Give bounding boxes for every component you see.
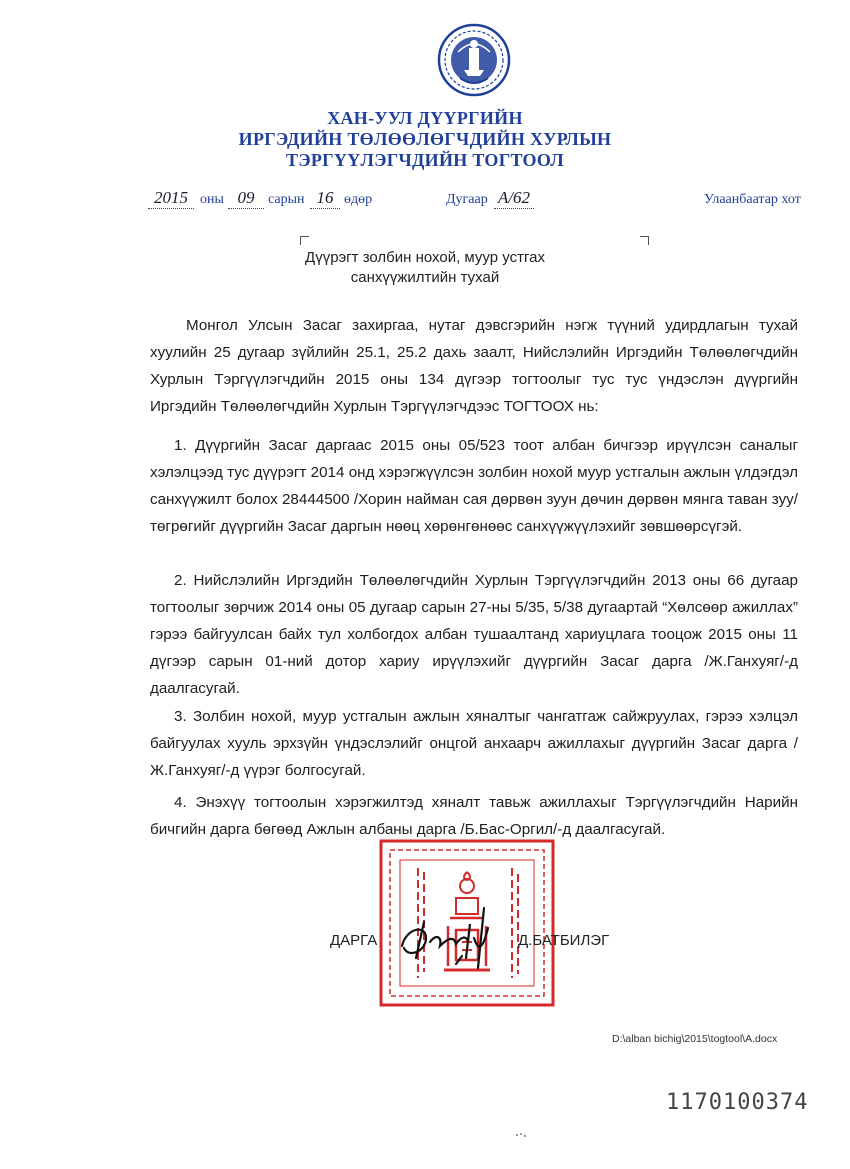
handwritten-signature bbox=[396, 898, 506, 974]
state-emblem-icon bbox=[436, 22, 512, 98]
resolution-item-4: 4. Энэхүү тогтоолын хэрэгжилтэд хяналт тавьж ажиллахыг Тэргүүлэгчдийн Нарийн бичгийн дарга бөгөөд Ажлын албаны дарга /Б.Бас-Оргил/-д даалгасугай. bbox=[150, 794, 798, 838]
signatory-name: Д.БАТБИЛЭГ bbox=[518, 932, 610, 949]
header-line-1: ХАН-УУЛ ДҮҮРГИЙН bbox=[327, 108, 523, 128]
subject-line-2: санхүүжилтийн тухай bbox=[350, 269, 500, 286]
intro-paragraph: Монгол Улсын Засаг захиргаа, нутаг дэвсгэрийн нэгж түүний удирдлагын тухай хуулийн 25 дугаар зүйлийн 25.1, 25.2 дахь заалт, Нийслэлийн Иргэдийн Төлөөлөгчдийн Хурлын Тэргүүлэгчдийн 2015 оны 134 дүгээр тогтоолыг тус тус үндэслэн дүүргийн Иргэдийн Төлөөлөгчдийн Хурлын Тэргүүлэгчдээс ТОГТООХ нь: bbox=[150, 317, 798, 415]
number-label: Дугаар bbox=[446, 192, 488, 207]
handwritten-number: А/62 bbox=[494, 188, 534, 209]
year-suffix: оны bbox=[200, 192, 224, 207]
resolution-item-2: 2. Нийслэлийн Иргэдийн Төлөөлөгчдийн Хурлын Тэргүүлэгчдийн 2013 оны 66 дугаар тогтоолыг зөрчиж 2014 оны 05 дугаар сарын 27-ны 5/35, 5/38 дугаартай “Хөлсөөр ажиллах” гэрээ байгуулсан байх тул холбогдох албан тушаалтанд хариуцлага тооцож 2015 оны 11 дүгээр сарын 01-ний дотор хариу ирүүлэхийг дүүргийн Засаг дарга /Ж.Ганхуяг/-д даалгасугай. bbox=[150, 572, 798, 697]
file-path: D:\alban bichig\2015\togtool\A.docx bbox=[612, 1033, 778, 1045]
city: Улаанбаатар хот bbox=[704, 192, 801, 207]
header-line-3: ТЭРГҮҮЛЭГЧДИЙН ТОГТООЛ bbox=[286, 150, 564, 170]
resolution-header bbox=[0, 108, 850, 171]
handwritten-month: 09 bbox=[228, 188, 264, 209]
resolution-item-1: 1. Дүүргийн Засаг даргаас 2015 оны 05/523 тоот албан бичгээр ирүүлсэн саналыг хэлэлцээд тус дүүрэгт 2014 онд хэрэгжүүлсэн золбин нохой муур устгалын ажлын үлдэгдэл санхүүжилт болох 28444500 /Хорин найман сая дөрвөн зуун дөчин дөрвөн мянга таван зуу/ төгрөгийг дүүргийн Засаг даргын нөөц хөрөнгөнөөс санхүүжүүлэхийг зөвшөөрсүгэй. bbox=[150, 437, 798, 535]
resolution-item-3: 3. Золбин нохой, муур устгалын ажлын хяналтыг чангатгаж сайжруулах, гэрээ хэлцэл байгуулах хууль эрхзүйн үндэслэлийг онцгой анхаарч ажиллахыг дүүргийн Засаг дарга /Ж.Ганхуяг/-д үүрэг болгосугай. bbox=[150, 708, 798, 779]
handwritten-year: 2015 bbox=[148, 188, 194, 209]
scan-speck bbox=[515, 1132, 529, 1138]
header-line-2: ИРГЭДИЙН ТӨЛӨӨЛӨГЧДИЙН ХУРЛЫН bbox=[238, 129, 612, 149]
date-number-line bbox=[148, 188, 808, 212]
subject-line-1: Дүүрэгт золбин нохой, муур устгах bbox=[305, 249, 545, 266]
day-suffix: өдөр bbox=[344, 192, 373, 207]
subject-corner-left bbox=[300, 236, 309, 245]
serial-number: 1170100374 bbox=[666, 1090, 809, 1115]
signatory-title: ДАРГА bbox=[330, 932, 378, 949]
resolution-subject bbox=[0, 248, 850, 288]
subject-corner-right bbox=[640, 236, 649, 245]
month-suffix: сарын bbox=[268, 192, 305, 207]
handwritten-day: 16 bbox=[310, 188, 340, 209]
